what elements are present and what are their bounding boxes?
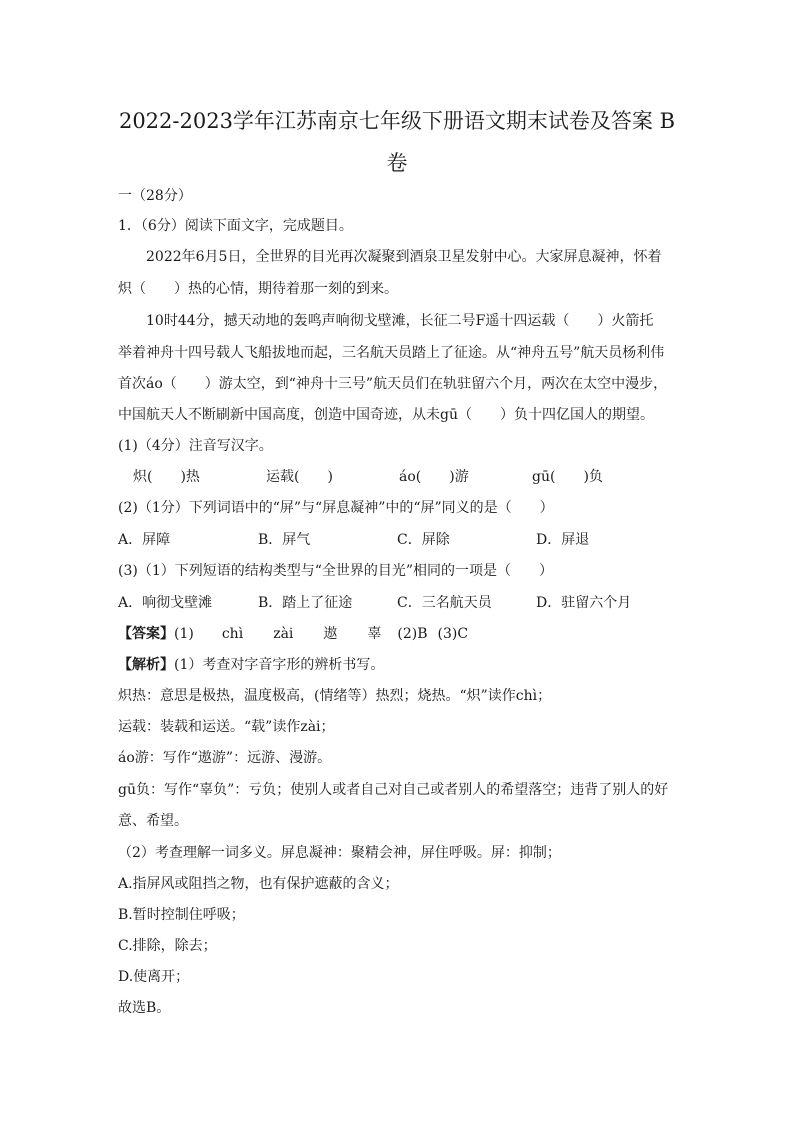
analysis-line: áo游：写作“遨游”：远游、漫游。 <box>118 750 332 766</box>
option-d: D．驻留六个月 <box>536 595 632 611</box>
analysis-line: B.暂时控制住呼吸； <box>118 907 245 923</box>
question-1-header: 1．（6分）阅读下面文字，完成题目。 <box>118 218 353 234</box>
answer-part: (1) <box>174 626 194 642</box>
page-title <box>110 100 684 184</box>
option-b: B．屏气 <box>258 532 311 548</box>
passage-line: 举着神舟十四号载人飞船拔地而起，三名航天员踏上了征途。从“神舟五号”航天员杨利伟 <box>118 345 665 361</box>
analysis-line: A.指屏风或阻挡之物，也有保护遮蔽的含义； <box>118 876 399 892</box>
analysis-label: 【解析】 <box>118 657 174 673</box>
option-d: D．屏退 <box>536 532 590 548</box>
title-line-1: 2022-2023学年江苏南京七年级下册语文期末试卷及答案 B <box>118 109 676 133</box>
analysis-line: 运载：装载和运送。“载”读作zài； <box>118 719 335 735</box>
answer-part: chì <box>221 626 244 642</box>
passage-line: 10时44分，撼天动地的轰鸣声响彻戈壁滩，长征二号F遥十四运载（ ）火箭托 <box>146 313 654 329</box>
answer-part: zài <box>273 626 294 642</box>
pinyin-item: 运载( ) <box>266 469 333 485</box>
analysis-line: 炽热：意思是极热，温度极高，(情绪等）热烈；烧热。“炽”读作chì； <box>118 688 552 704</box>
analysis-text: (1）考查对字音字形的辨析书写。 <box>174 657 385 673</box>
analysis-line: C.排除，除去； <box>118 938 217 954</box>
option-b: B．踏上了征途 <box>258 595 353 611</box>
title-line-2: 卷 <box>386 151 408 175</box>
analysis-line: gū负：写作“辜负”：亏负；使别人或者自己对自己或者别人的希望落空；违背了别人的好 <box>118 782 669 798</box>
passage-line: 炽（ ）热的心情，期待着那一刻的到来。 <box>118 281 398 297</box>
section-heading: 一（28分） <box>118 188 192 204</box>
option-a: A．屏障 <box>118 532 171 548</box>
pinyin-item: áo( )游 <box>399 469 469 485</box>
analysis-line: 故选B。 <box>118 1000 171 1016</box>
answer-part: (2)B <box>397 626 428 642</box>
option-c: C．三名航天员 <box>397 595 492 611</box>
passage-line: 首次áo（ ）游太空，到“神舟十三号”航天员们在轨驻留六个月，两次在太空中漫步， <box>118 376 668 392</box>
analysis-line: （2）考查理解一词多义。屏息凝神：聚精会神，屏住呼吸。屏：抑制； <box>118 845 561 861</box>
pinyin-item: gū( )负 <box>532 469 603 485</box>
passage-line: 中国航天人不断刷新中国高度，创造中国奇迹，从未gū（ ）负十四亿国人的期望。 <box>118 407 654 423</box>
analysis-line <box>118 655 384 675</box>
option-c: C．屏除 <box>397 532 450 548</box>
sub-question-1-header: (1)（4分）注音写汉字。 <box>118 438 273 454</box>
passage-line: 2022年6月5日，全世界的目光再次凝聚到酒泉卫星发射中心。大家屏息凝神，怀着 <box>146 249 662 265</box>
answer-line <box>118 624 468 644</box>
sub-question-3-header: (3)（1）下列短语的结构类型与“全世界的目光”相同的一项是（ ） <box>118 563 554 579</box>
analysis-line: D.使离开； <box>118 969 190 985</box>
answer-label: 【答案】 <box>118 626 174 642</box>
answer-part: (3)C <box>437 626 469 642</box>
answer-part: 辜 <box>367 626 382 642</box>
option-a: A．响彻戈壁滩 <box>118 595 213 611</box>
analysis-line: 意、希望。 <box>118 813 188 829</box>
sub-question-2-header: (2)（1分）下列词语中的“屏”与“屏息凝神”中的“屏”同义的是（ ） <box>118 500 554 516</box>
pinyin-item: 炽( )热 <box>133 469 200 485</box>
answer-part: 遨 <box>323 626 338 642</box>
